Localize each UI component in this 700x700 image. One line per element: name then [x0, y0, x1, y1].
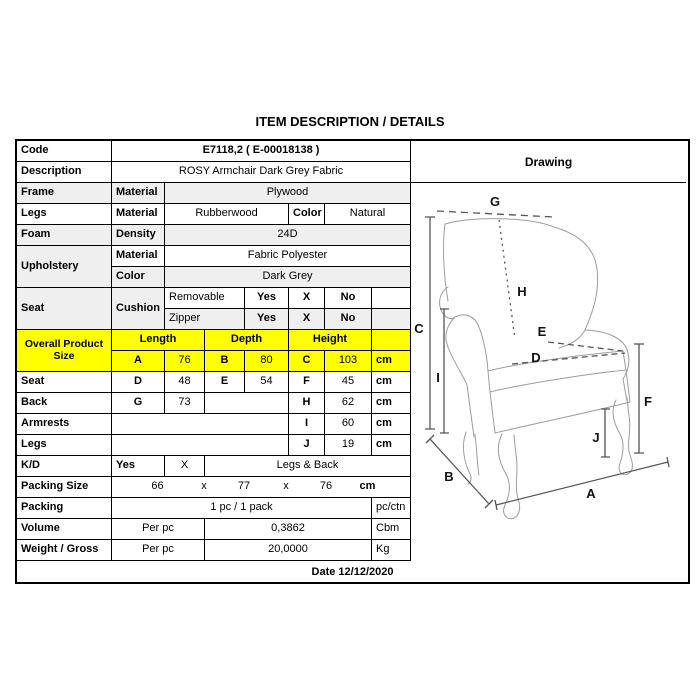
- overall-b-value: 80: [245, 351, 289, 372]
- packing-size-height: 76: [319, 480, 333, 493]
- volume-value: 0,3862: [205, 519, 372, 540]
- weight-value: 20,0000: [205, 540, 372, 561]
- drawing-canvas: [411, 183, 686, 561]
- volume-label: Volume: [17, 519, 112, 540]
- seat-removable-mark: X: [289, 288, 325, 309]
- overall-b: B: [205, 351, 245, 372]
- seat-e-value: 54: [245, 372, 289, 393]
- frame-material-key: Material: [112, 183, 165, 204]
- back-h: H: [289, 393, 325, 414]
- seat-removable-yes: Yes: [245, 288, 289, 309]
- drawing-panel: [411, 141, 686, 561]
- legs-material-value: Rubberwood: [165, 204, 289, 225]
- legs-material-key: Material: [112, 204, 165, 225]
- code-label: Code: [17, 141, 112, 162]
- dim-label-d: D: [531, 350, 541, 365]
- upholstery-material-value: Fabric Polyester: [165, 246, 411, 267]
- description-label: Description: [17, 162, 112, 183]
- seat-d-value: 48: [165, 372, 205, 393]
- back-empty: [205, 393, 289, 414]
- upholstery-color-key: Color: [112, 267, 165, 288]
- page-title: ITEM DESCRIPTION / DETAILS: [255, 114, 445, 129]
- armchair-outline: [440, 219, 633, 519]
- dim-label-e: E: [537, 324, 547, 339]
- armrests-i-value: 60: [325, 414, 372, 435]
- spec-sheet-table: [15, 139, 690, 584]
- spec-grid: [17, 141, 411, 561]
- kd-label: K/D: [17, 456, 112, 477]
- foam-density-value: 24D: [165, 225, 411, 246]
- seat-dims-label: Seat: [17, 372, 112, 393]
- dim-label-j: J: [592, 430, 600, 445]
- code-value: E7118,2 ( E-00018138 ): [112, 141, 411, 162]
- overall-size-label: [17, 330, 112, 372]
- dim-label-h: H: [517, 284, 527, 299]
- back-unit: cm: [372, 393, 411, 414]
- packing-size-x1: x: [201, 480, 207, 493]
- leg-unit: cm: [372, 435, 411, 456]
- overall-a: A: [112, 351, 165, 372]
- overall-c: C: [289, 351, 325, 372]
- packing-value: 1 pc / 1 pack: [112, 498, 372, 519]
- seat-zipper-yes: Yes: [245, 309, 289, 330]
- overall-c-value: 103: [325, 351, 372, 372]
- seat-removable-empty: [372, 288, 411, 309]
- seat-label: Seat: [17, 288, 112, 330]
- armrests-label: Armrests: [17, 414, 112, 435]
- length-header: Length: [112, 330, 205, 351]
- seat-e: E: [205, 372, 245, 393]
- upholstery-color-value: Dark Grey: [165, 267, 411, 288]
- drawing-header: Drawing: [411, 141, 686, 183]
- weight-per: Per pc: [112, 540, 205, 561]
- armrests-i: I: [289, 414, 325, 435]
- dim-label-i: I: [436, 370, 440, 385]
- dim-label-b: B: [444, 469, 454, 484]
- packing-size-x2: x: [283, 480, 289, 493]
- packing-size-depth: 77: [237, 480, 251, 493]
- overall-unit: cm: [372, 351, 411, 372]
- date-row: [17, 561, 688, 582]
- packing-size-values: [112, 477, 411, 498]
- kd-detail: Legs & Back: [205, 456, 411, 477]
- back-h-value: 62: [325, 393, 372, 414]
- back-g: G: [112, 393, 165, 414]
- packing-size-label: Packing Size: [17, 477, 112, 498]
- dim-label-g: G: [489, 194, 501, 209]
- seat-f-value: 45: [325, 372, 372, 393]
- seat-zipper-no: No: [325, 309, 372, 330]
- height-header: Height: [289, 330, 372, 351]
- weight-label: Weight / Gross: [17, 540, 112, 561]
- frame-material-value: Plywood: [165, 183, 411, 204]
- overall-unit-empty: [372, 330, 411, 351]
- description-value: ROSY Armchair Dark Grey Fabric: [112, 162, 411, 183]
- seat-cushion-key: Cushion: [112, 288, 165, 330]
- upholstery-label: Upholstery: [17, 246, 112, 288]
- seat-zipper-empty: [372, 309, 411, 330]
- foam-label: Foam: [17, 225, 112, 246]
- armrests-empty: [112, 414, 289, 435]
- upholstery-material-key: Material: [112, 246, 165, 267]
- dimension-labels: [414, 194, 652, 501]
- seat-removable-no: No: [325, 288, 372, 309]
- overall-size-label-line2: Size: [53, 349, 75, 362]
- kd-value: Yes: [112, 456, 165, 477]
- dim-label-f: F: [644, 394, 652, 409]
- seat-removable-label: Removable: [165, 288, 245, 309]
- leg-j: J: [289, 435, 325, 456]
- leg-dims-label: Legs: [17, 435, 112, 456]
- seat-zipper-mark: X: [289, 309, 325, 330]
- overall-size-label-line1: Overall Product: [24, 338, 104, 351]
- leg-dims-empty: [112, 435, 289, 456]
- seat-unit: cm: [372, 372, 411, 393]
- seat-f: F: [289, 372, 325, 393]
- packing-size-unit: cm: [359, 480, 376, 493]
- legs-label: Legs: [17, 204, 112, 225]
- frame-label: Frame: [17, 183, 112, 204]
- armrests-unit: cm: [372, 414, 411, 435]
- depth-header: Depth: [205, 330, 289, 351]
- kd-mark: X: [165, 456, 205, 477]
- dim-label-c: C: [414, 321, 424, 336]
- leg-j-value: 19: [325, 435, 372, 456]
- back-dims-label: Back: [17, 393, 112, 414]
- weight-unit: Kg: [372, 540, 411, 561]
- dim-label-a: A: [586, 486, 596, 501]
- packing-size-width: 66: [151, 480, 164, 493]
- legs-color-key: Color: [289, 204, 325, 225]
- foam-density-key: Density: [112, 225, 165, 246]
- seat-d: D: [112, 372, 165, 393]
- back-g-value: 73: [165, 393, 205, 414]
- date-value: Date 12/12/2020: [311, 565, 394, 578]
- armchair-drawing: [411, 183, 686, 561]
- volume-per: Per pc: [112, 519, 205, 540]
- packing-label: Packing: [17, 498, 112, 519]
- packing-unit: pc/ctn: [372, 498, 411, 519]
- volume-unit: Cbm: [372, 519, 411, 540]
- seat-zipper-label: Zipper: [165, 309, 245, 330]
- overall-a-value: 76: [165, 351, 205, 372]
- legs-color-value: Natural: [325, 204, 411, 225]
